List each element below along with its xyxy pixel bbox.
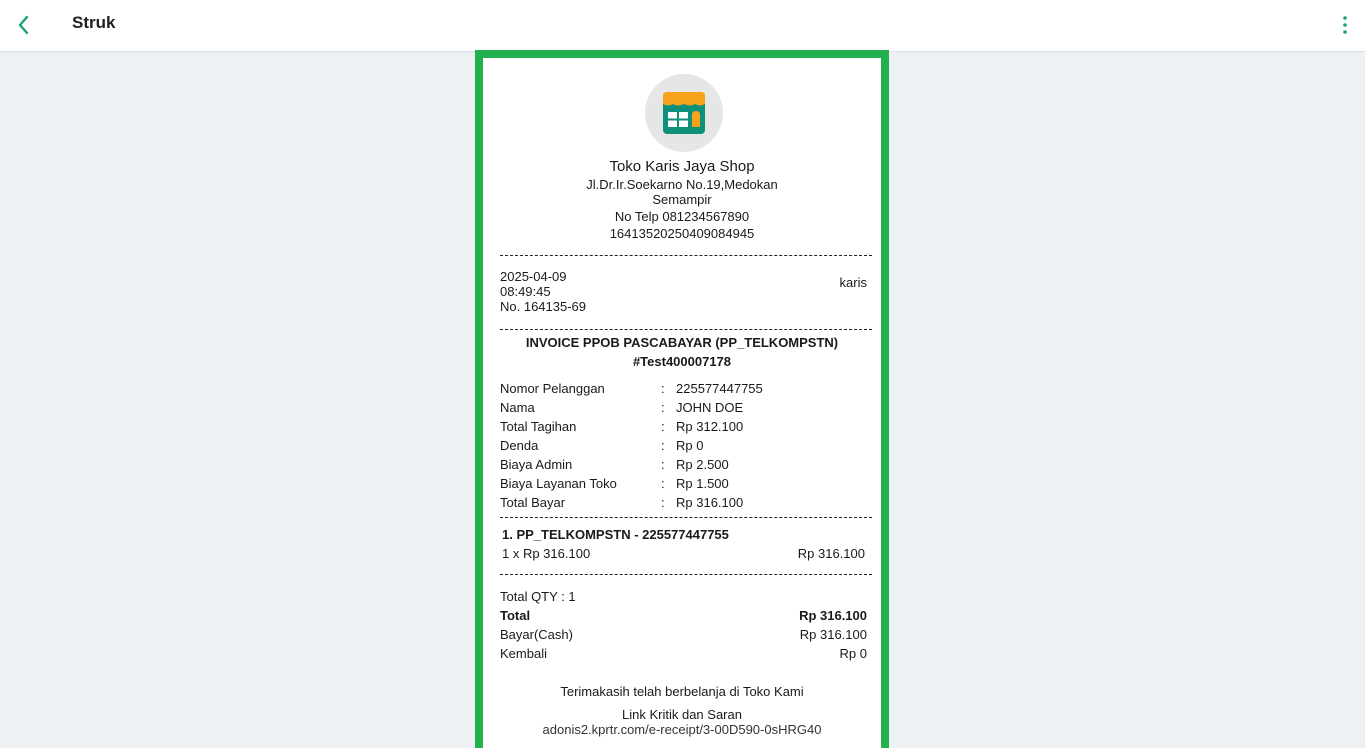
detail-value: Rp 0 xyxy=(676,438,704,453)
detail-label: Biaya Admin xyxy=(500,457,573,472)
thank-you-message: Terimakasih telah berbelanja di Toko Kami xyxy=(560,684,804,699)
detail-label: Nomor Pelanggan xyxy=(500,381,605,396)
page-title: Struk xyxy=(72,13,116,32)
item-qty-price: 1 x Rp 316.100 xyxy=(502,546,591,561)
transaction-time: 08:49:45 xyxy=(500,284,551,299)
receipt xyxy=(483,58,881,748)
shop-phone: No Telp 081234567890 xyxy=(614,209,750,224)
detail-label: Nama xyxy=(500,400,535,415)
transaction-date: 2025-04-09 xyxy=(500,269,567,284)
payment-label: Bayar(Cash) xyxy=(500,627,573,642)
payment-value: Rp 316.100 xyxy=(799,627,867,642)
detail-label: Denda xyxy=(500,438,539,453)
transaction-number: No. 164135-69 xyxy=(500,299,587,314)
detail-separator: : xyxy=(661,495,665,510)
detail-separator: : xyxy=(661,381,665,396)
detail-value: 225577447755 xyxy=(676,381,763,396)
feedback-label: Link Kritik dan Saran xyxy=(622,707,742,722)
detail-separator: : xyxy=(661,400,665,415)
detail-value: Rp 316.100 xyxy=(676,495,744,510)
feedback-link[interactable]: adonis2.kprtr.com/e-receipt/3-00D590-0sHRG40 xyxy=(542,722,822,737)
shop-address-line1: Jl.Dr.Ir.Soekarno No.19,Medokan xyxy=(586,177,778,192)
detail-separator: : xyxy=(661,476,665,491)
item-name: 1. PP_TELKOMPSTN - 225577447755 xyxy=(502,527,729,542)
change-value: Rp 0 xyxy=(839,646,867,661)
detail-value: JOHN DOE xyxy=(676,400,744,415)
cashier-name: karis xyxy=(839,275,867,290)
store-icon xyxy=(662,90,706,136)
detail-separator: : xyxy=(661,419,665,434)
app-bar xyxy=(0,0,1365,52)
divider xyxy=(500,255,872,256)
detail-separator: : xyxy=(661,438,665,453)
shop-id: 16413520250409084945 xyxy=(609,226,755,241)
total-qty: Total QTY : 1 xyxy=(500,589,576,604)
detail-label: Total Bayar xyxy=(500,495,566,510)
divider xyxy=(500,574,872,575)
item-subtotal: Rp 316.100 xyxy=(797,546,865,561)
receipt-frame xyxy=(475,50,889,748)
shop-name: Toko Karis Jaya Shop xyxy=(609,158,755,175)
detail-label: Biaya Layanan Toko xyxy=(500,476,617,491)
total-label: Total xyxy=(500,608,531,623)
divider xyxy=(500,517,872,518)
invoice-reference: #Test400007178 xyxy=(632,354,732,369)
detail-value: Rp 312.100 xyxy=(676,419,744,434)
more-vertical-icon xyxy=(1335,14,1355,36)
shop-address-line2: Semampir xyxy=(652,192,712,207)
detail-label: Total Tagihan xyxy=(500,419,577,434)
detail-separator: : xyxy=(661,457,665,472)
total-value: Rp 316.100 xyxy=(799,608,867,623)
shop-logo xyxy=(645,74,723,152)
chevron-left-icon xyxy=(12,12,36,38)
detail-value: Rp 1.500 xyxy=(676,476,729,491)
more-options-button[interactable] xyxy=(1335,14,1355,36)
divider xyxy=(500,329,872,330)
invoice-title: INVOICE PPOB PASCABAYAR (PP_TELKOMPSTN) xyxy=(525,335,839,350)
change-label: Kembali xyxy=(500,646,547,661)
back-button[interactable] xyxy=(12,12,36,38)
detail-value: Rp 2.500 xyxy=(676,457,729,472)
